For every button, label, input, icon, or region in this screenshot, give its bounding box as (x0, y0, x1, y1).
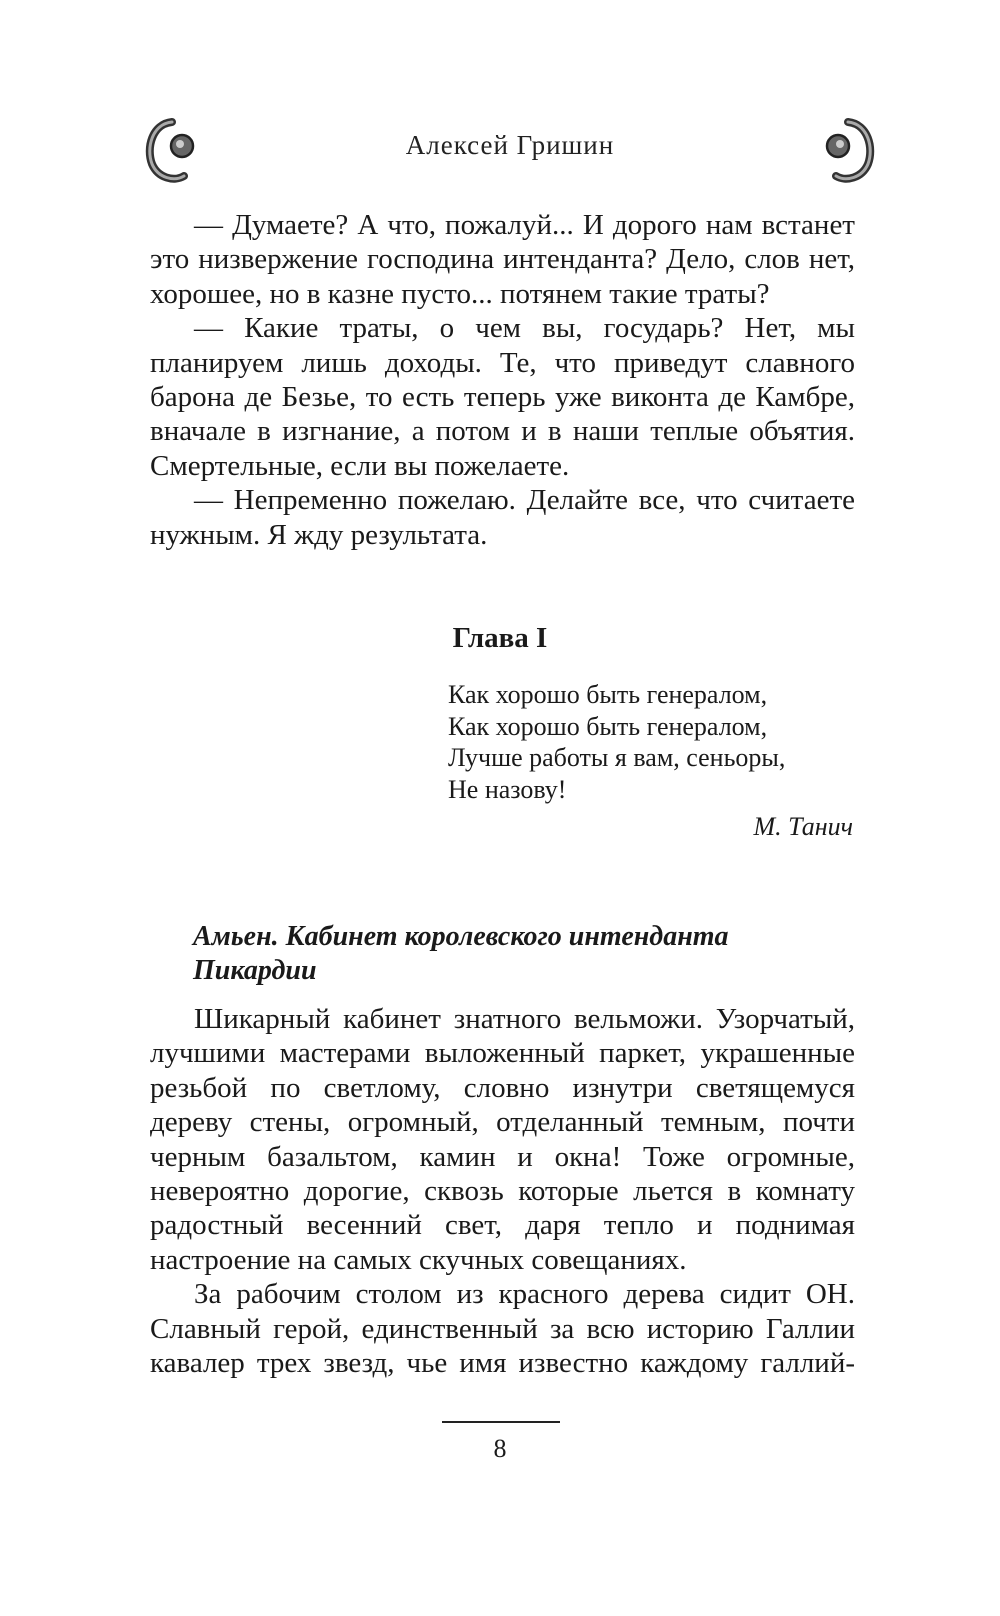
epigraph-author: М. Танич (753, 812, 853, 841)
epigraph-line: Как хорошо быть генералом, (448, 711, 768, 741)
scene-heading: Амьен. Кабинет королевского интенданта Пикардии (193, 921, 729, 986)
paragraph: — Думаете? А что, пожалуй... И дорого нам встанет это низвержение господина интенданта? Дело, слов нет, хорошее, но в казне пусто... потянем такие траты? (150, 209, 855, 310)
epigraph (448, 679, 858, 805)
scene-body (150, 1002, 855, 1380)
running-head: Алексей Гришин (405, 130, 615, 160)
epigraph-line: Не назову! (448, 774, 567, 804)
paragraph: — Какие траты, о чем вы, государь? Нет, мы планируем лишь доходы. Те, что приведут славного барона де Безье, то есть теперь уже виконта де Камбре, вначале в изгнание, а потом и в наши теплые объятия. Смертельные, если вы пожелаете. (150, 312, 855, 482)
paragraph: Шикарный кабинет знатного вельможи. Узорчатый, лучшими мастерами выложенный паркет, украшенные резьбой по светлому, словно изнутри светящемуся дереву стены, огромный, отделанный темным, почти черным базальтом, камин и окна! Тоже огромные, невероятно дорогие, сквозь которые льется в комнату радостный весенний свет, даря тепло и поднимая настроение на самых скучных совещаниях. (150, 1003, 855, 1276)
ring-ornament-icon (560, 108, 880, 188)
paragraph: — Непременно пожелаю. Делайте все, что считаете нужным. Я жду результата. (150, 484, 855, 551)
page-header (140, 108, 880, 188)
paragraph: За рабочим столом из красного дерева сидит ОН. Славный герой, единственный за всю историю Галлии кавалер трех звезд, чье имя известно каждому галлий- (150, 1278, 855, 1380)
dialogue-block (150, 208, 855, 552)
epigraph-line: Лучше работы я вам, сеньоры, (448, 743, 786, 772)
page-number: 8 (493, 1434, 507, 1463)
chapter-title: Глава I (452, 622, 548, 654)
epigraph-line: Как хорошо быть генералом, (448, 680, 768, 709)
footer-rule (442, 1421, 560, 1423)
